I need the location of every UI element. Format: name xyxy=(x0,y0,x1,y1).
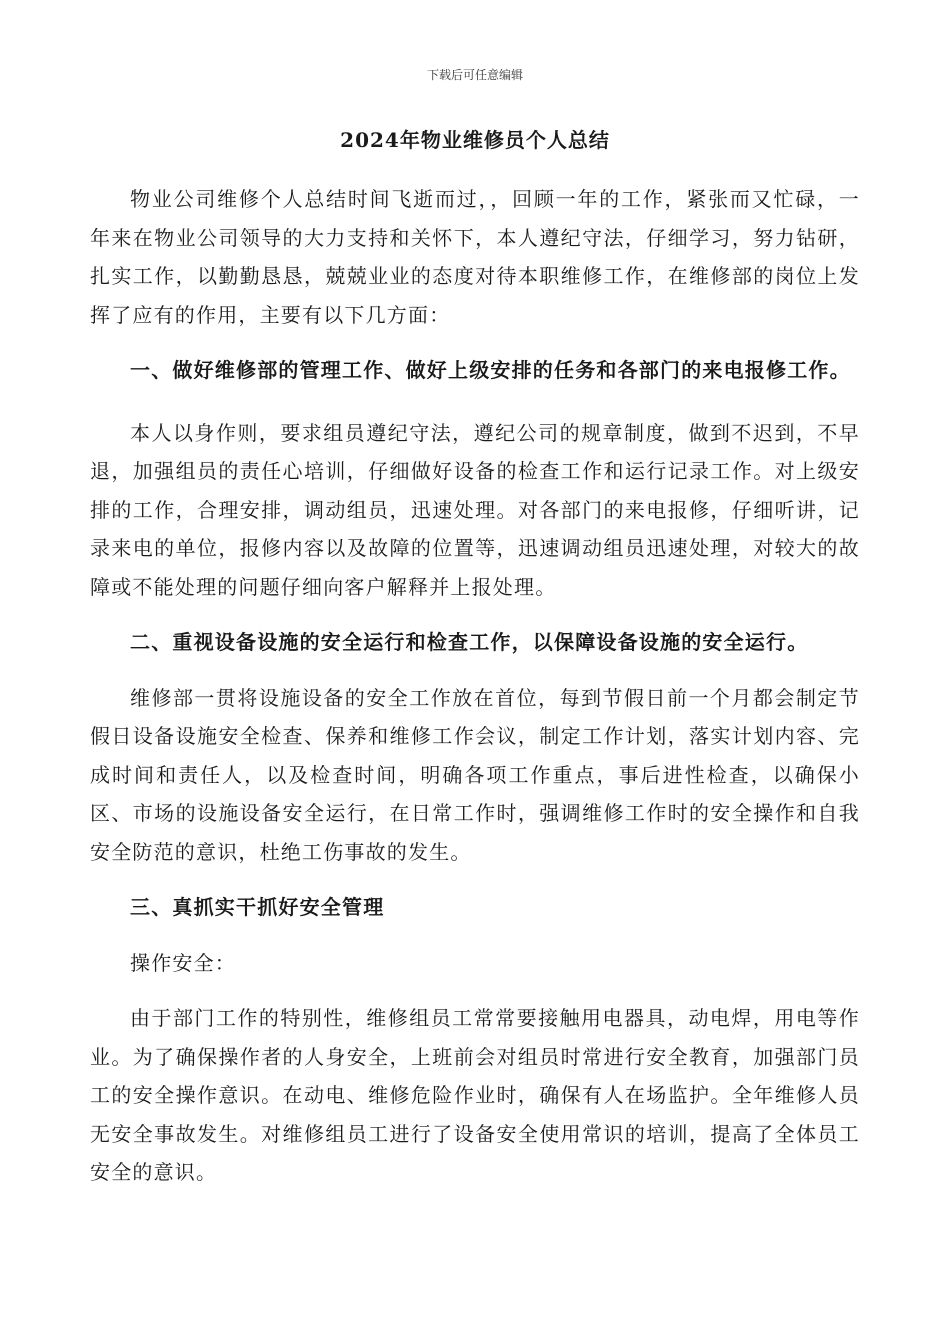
header-note: 下载后可任意编辑 xyxy=(426,68,523,82)
document-title: 2024年物业维修员个人总结 xyxy=(340,128,610,152)
document-body xyxy=(90,180,860,1209)
intro-paragraph: 物业公司维修个人总结时间飞逝而过，，回顾一年的工作，紧张而又忙碌，一年来在物业公司领导的大力支持和关怀下，本人遵纪守法，仔细学习，努力钻研，扎实工作，以勤勤恳恳，兢兢业业的态度对待本职维修工作，在维修部的岗位上发挥了应有的作用，主要有以下几方面： xyxy=(90,187,860,327)
section-3-heading: 三、真抓实干抓好安全管理 xyxy=(130,895,385,919)
section-1-heading: 一、做好维修部的管理工作、做好上级安排的任务和各部门的来电报修工作。 xyxy=(130,358,851,382)
section-3-subheading: 操作安全： xyxy=(130,950,236,975)
section-2-heading: 二、重视设备设施的安全运行和检查工作，以保障设备设施的安全运行。 xyxy=(130,630,809,654)
section-1-body: 本人以身作则，要求组员遵纪守法，遵纪公司的规章制度，做到不迟到，不早退，加强组员的责任心培训，仔细做好设备的检查工作和运行记录工作。对上级安排的工作，合理安排，调动组员，迅速处理。对各部门的来电报修，仔细听讲，记录来电的单位，报修内容以及故障的位置等，迅速调动组员迅速处理，对较大的故障或不能处理的问题仔细向客户解释并上报处理。 xyxy=(90,420,860,599)
section-2-body: 维修部一贯将设施设备的安全工作放在首位，每到节假日前一个月都会制定节假日设备设施安全检查、保养和维修工作会议，制定工作计划，落实计划内容、完成时间和责任人，以及检查时间，明确各项工作重点，事后进性检查，以确保小区、市场的设施设备安全运行，在日常工作时，强调维修工作时的安全操作和自我安全防范的意识，杜绝工伤事故的发生。 xyxy=(90,685,860,864)
section-3-body: 由于部门工作的特别性，维修组员工常常要接触用电器具，动电焊，用电等作业。为了确保操作者的人身安全，上班前会对组员时常进行安全教育，加强部门员工的安全操作意识。在动电、维修危险作业时，确保有人在场监护。全年维修人员无安全事故发生。对维修组员工进行了设备安全使用常识的培训，提高了全体员工安全的意识。 xyxy=(90,1006,860,1184)
